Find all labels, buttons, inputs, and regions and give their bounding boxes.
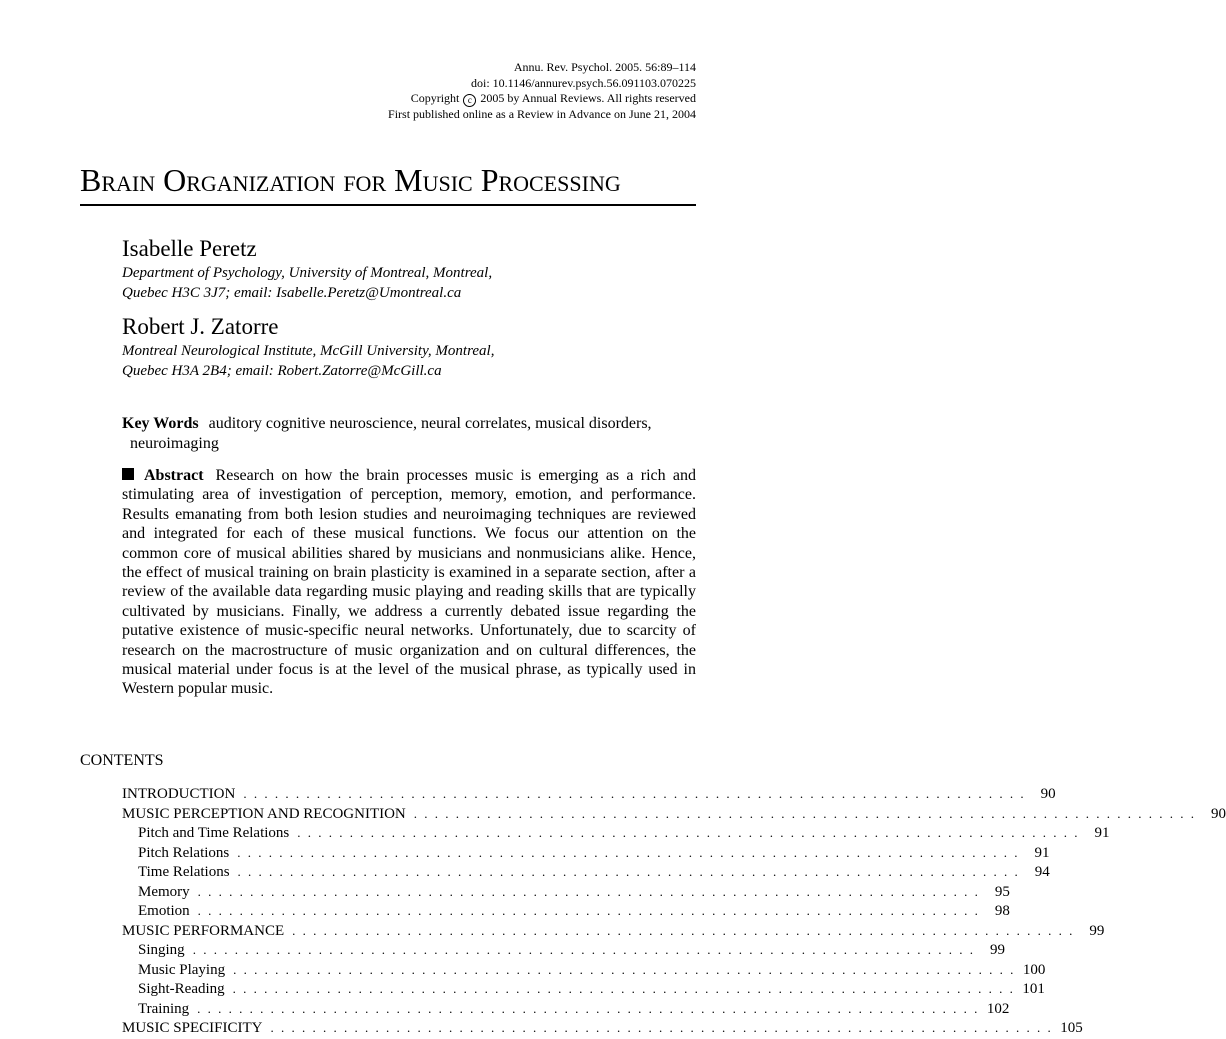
square-bullet-icon (122, 468, 134, 480)
toc-leader-dots: . . . . . . . . . . . . . . . . . . . . . . . . . . . . . . . . . . . . . . . . . . . . . . . . . . . . . . . . . . . . . . . . . . . . . . . . . . . (270, 1020, 1053, 1035)
toc-entry (122, 784, 1056, 804)
toc-leader-dots: . . . . . . . . . . . . . . . . . . . . . . . . . . . . . . . . . . . . . . . . . . . . . . . . . . . . . . . . . . . . . . . . . . . . . . . . . . . (197, 1000, 980, 1016)
toc-entry (122, 882, 1010, 902)
toc-entry (122, 843, 1050, 863)
journal-published-date: First published online as a Review in Advance on June 21, 2004 (388, 107, 696, 121)
toc-entry (122, 1018, 1083, 1038)
toc-entry-page: 91 (1094, 825, 1110, 841)
toc-entry-page: 99 (989, 942, 1005, 958)
copyright-label: Copyright (410, 91, 460, 105)
toc-entry (122, 862, 1050, 882)
toc-entry-label: Memory (138, 883, 190, 900)
author-affiliation-line1: Department of Psychology, University of Montreal, Montreal, (122, 265, 493, 281)
toc-entry (122, 901, 1010, 921)
toc-entry-label: Training (138, 1000, 190, 1017)
toc-leader-dots: . . . . . . . . . . . . . . . . . . . . . . . . . . . . . . . . . . . . . . . . . . . . . . . . . . . . . . . . . . . . . . . . . . . . . . . . . . . (413, 805, 1197, 821)
toc-leader-dots: . . . . . . . . . . . . . . . . . . . . . . . . . . . . . . . . . . . . . . . . . . . . . . . . . . . . . . . . . . . . . . . . . . . . . . . . . . . (297, 825, 1080, 840)
author-affiliation-line2: Quebec H3C 3J7; email: Isabelle.Peretz@Umontreal.ca (122, 285, 462, 301)
toc-entry-page: 90 (1040, 786, 1056, 802)
author-peretz (122, 235, 702, 303)
journal-doi: doi: 10.1146/annurev.psych.56.091103.070225 (471, 75, 696, 90)
toc-entry (122, 960, 1046, 980)
toc-entry (122, 940, 1005, 960)
toc-leader-dots: . . . . . . . . . . . . . . . . . . . . . . . . . . . . . . . . . . . . . . . . . . . . . . . . . . . . . . . . . . . . . . . . . . . . . . . . . . . (292, 922, 1075, 938)
toc-leader-dots: . . . . . . . . . . . . . . . . . . . . . . . . . . . . . . . . . . . . . . . . . . . . . . . . . . . . . . . . . . . . . . . . . . . . . . . . . . . (237, 864, 1020, 879)
toc-leader-dots: . . . . . . . . . . . . . . . . . . . . . . . . . . . . . . . . . . . . . . . . . . . . . . . . . . . . . . . . . . . . . . . . . . . . . . . . . . . (192, 942, 975, 957)
toc-entry (122, 823, 1110, 843)
author-name: Robert J. Zatorre (122, 314, 279, 339)
toc-entry-page: 91 (1034, 844, 1050, 861)
journal-header (388, 60, 696, 123)
abstract-section (122, 466, 696, 699)
toc-entry-label: Pitch and Time Relations (138, 825, 290, 841)
toc-leader-dots: . . . . . . . . . . . . . . . . . . . . . . . . . . . . . . . . . . . . . . . . . . . . . . . . . . . . . . . . . . . . . . . . . . . . . . . . . . . (237, 844, 1020, 860)
toc-entry-page: 95 (994, 883, 1010, 900)
toc-entry-label: MUSIC PERFORMANCE (122, 922, 285, 939)
keywords-line2: neuroimaging (130, 435, 219, 452)
toc-entry-page: 90 (1211, 805, 1226, 822)
toc-entry (122, 804, 1226, 824)
toc-entry-label: Sight-Reading (138, 981, 225, 997)
toc-entry-label: MUSIC SPECIFICITY (122, 1020, 263, 1036)
toc-entry-label: Pitch Relations (138, 844, 230, 861)
toc-leader-dots: . . . . . . . . . . . . . . . . . . . . . . . . . . . . . . . . . . . . . . . . . . . . . . . . . . . . . . . . . . . . . . . . . . . . . . . . . . . (243, 786, 1026, 801)
copyright-symbol-icon: c (463, 94, 476, 107)
toc-entry (122, 999, 1010, 1019)
toc-entry-label: Singing (138, 942, 185, 958)
author-name: Isabelle Peretz (122, 236, 257, 261)
abstract-text: Research on how the brain processes music is emerging as a rich and stimulating area of investigation of perception, memory, emotion, and performance. Results emanating from both lesion studies and neuroimaging techniques are reviewed and integrated for each of these musical functions. We focus our attention on the common core of musical abilities shared by musicians and nonmusicians alike. Hence, the effect of musical training on brain plasticity is examined in a separate section, after a review of the available data regarding music playing and reading skills that are typically cultivated by musicians. Finally, we address a currently debated issue regarding the putative existence of music-specific neural networks. Unfortunately, due to scarcity of research on the macrostructure of music organization and on cultural differences, the musical material under focus is at the level of the musical phrase, as typically used in Western popular music. (122, 467, 696, 698)
abstract-label: Abstract (144, 467, 204, 484)
toc-leader-dots: . . . . . . . . . . . . . . . . . . . . . . . . . . . . . . . . . . . . . . . . . . . . . . . . . . . . . . . . . . . . . . . . . . . . . . . . . . . (197, 883, 980, 899)
article-title: Brain Organization for Music Processing (80, 160, 696, 206)
toc-entry-label: MUSIC PERCEPTION AND RECOGNITION (122, 805, 406, 822)
keywords-section (122, 414, 696, 454)
keywords-line1: auditory cognitive neuroscience, neural correlates, musical disorders, (208, 415, 652, 432)
toc-entry-label: Emotion (138, 903, 190, 919)
toc-leader-dots: . . . . . . . . . . . . . . . . . . . . . . . . . . . . . . . . . . . . . . . . . . . . . . . . . . . . . . . . . . . . . . . . . . . . . . . . . . . (232, 981, 1015, 996)
toc-entry-page: 94 (1034, 864, 1050, 880)
table-of-contents (122, 784, 1226, 1038)
toc-entry-label: Music Playing (138, 961, 226, 978)
author-affiliation-line1: Montreal Neurological Institute, McGill University, Montreal, (122, 343, 495, 359)
toc-entry-page: 102 (986, 1000, 1010, 1017)
toc-entry-page: 100 (1022, 961, 1046, 978)
author-zatorre (122, 313, 702, 381)
toc-entry-label: Time Relations (138, 864, 230, 880)
toc-entry (122, 921, 1105, 941)
toc-entry-page: 99 (1089, 922, 1105, 939)
toc-entry (122, 979, 1045, 999)
journal-citation: Annu. Rev. Psychol. 2005. 56:89–114 (513, 60, 696, 74)
contents-heading: CONTENTS (80, 752, 164, 769)
toc-entry-label: INTRODUCTION (122, 786, 236, 802)
journal-copyright (388, 91, 696, 107)
toc-leader-dots: . . . . . . . . . . . . . . . . . . . . . . . . . . . . . . . . . . . . . . . . . . . . . . . . . . . . . . . . . . . . . . . . . . . . . . . . . . . (233, 961, 1016, 977)
keywords-label: Key Words (122, 415, 199, 432)
author-affiliation-line2: Quebec H3A 2B4; email: Robert.Zatorre@McGill.ca (122, 363, 442, 379)
toc-leader-dots: . . . . . . . . . . . . . . . . . . . . . . . . . . . . . . . . . . . . . . . . . . . . . . . . . . . . . . . . . . . . . . . . . . . . . . . . . . . (197, 903, 980, 918)
toc-entry-page: 101 (1022, 981, 1045, 997)
toc-entry-page: 98 (994, 903, 1010, 919)
copyright-text: 2005 by Annual Reviews. All rights reserved (480, 91, 696, 105)
toc-entry-page: 105 (1060, 1020, 1083, 1036)
